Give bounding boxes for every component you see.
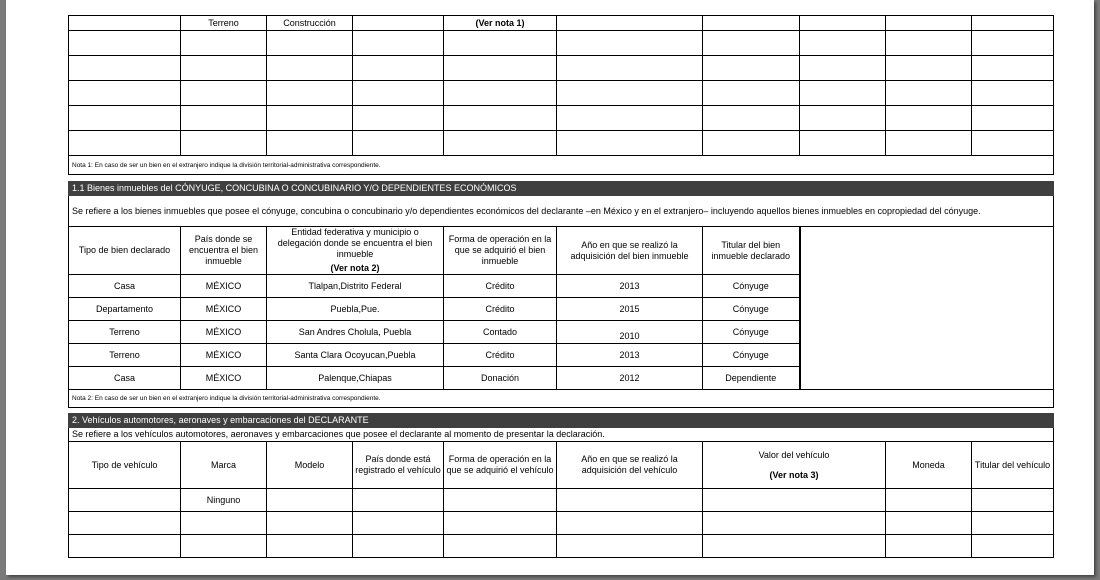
cell-modelo bbox=[267, 489, 353, 512]
table-row bbox=[69, 106, 1054, 131]
header-tipo-vehiculo: Tipo de vehículo bbox=[69, 442, 181, 489]
cell-titular: Dependiente bbox=[703, 367, 800, 390]
cell-pais: MÉXICO bbox=[181, 275, 267, 298]
cell-entidad: Tlalpan,Distrito Federal bbox=[267, 275, 444, 298]
cell-pais bbox=[353, 489, 444, 512]
bienes-inmuebles-conyuge-table bbox=[68, 181, 1054, 408]
section-1-1-title: 1.1 Bienes inmuebles del CÓNYUGE, CONCUBINA O CONCUBINARIO Y/O DEPENDIENTES ECONÓMICOS bbox=[69, 182, 1054, 196]
cell-pais: MÉXICO bbox=[181, 321, 267, 344]
cell-tipo: Casa bbox=[69, 367, 181, 390]
document-page bbox=[6, 0, 1094, 575]
header-cell bbox=[703, 16, 800, 31]
cell-forma: Crédito bbox=[444, 344, 557, 367]
header-ver-nota-2: (Ver nota 2) bbox=[330, 263, 380, 273]
cell-pais: MÉXICO bbox=[181, 344, 267, 367]
cell-anio bbox=[557, 489, 703, 512]
cell-titular bbox=[972, 489, 1054, 512]
header-anio: Año en que se realizó la adquisición del bien inmueble bbox=[557, 227, 703, 275]
header-valor-label: Valor del vehículo bbox=[758, 449, 830, 460]
cell-anio: 2012 bbox=[557, 367, 703, 390]
header-modelo: Modelo bbox=[267, 442, 353, 489]
header-marca: Marca bbox=[181, 442, 267, 489]
cell-entidad: Palenque,Chiapas bbox=[267, 367, 444, 390]
table-row bbox=[69, 56, 1054, 81]
cell-anio: 2013 bbox=[557, 344, 703, 367]
section-2-title: 2. Vehículos automotores, aeronaves y embarcaciones del DECLARANTE bbox=[69, 414, 1054, 428]
cell-tipo: Casa bbox=[69, 275, 181, 298]
header-moneda: Moneda bbox=[886, 442, 972, 489]
note-row bbox=[69, 390, 1054, 408]
bienes-inmuebles-declarante-table bbox=[68, 15, 1054, 175]
cell-pais: MÉXICO bbox=[181, 298, 267, 321]
header-cell bbox=[800, 16, 886, 31]
cell-anio: 2015 bbox=[557, 298, 703, 321]
table-row bbox=[69, 489, 1054, 512]
vehiculos-table bbox=[68, 413, 1054, 558]
header-cell bbox=[886, 16, 972, 31]
table-row bbox=[69, 81, 1054, 106]
header-cell bbox=[353, 16, 444, 31]
section-description-row bbox=[69, 196, 1054, 227]
cell-pais: MÉXICO bbox=[181, 367, 267, 390]
table-header-row bbox=[69, 227, 1054, 275]
header-valor bbox=[703, 442, 886, 489]
cell-forma: Crédito bbox=[444, 275, 557, 298]
header-cell bbox=[972, 16, 1054, 31]
header-entidad bbox=[267, 227, 444, 275]
header-pais-registro: País donde está registrado el vehículo bbox=[353, 442, 444, 489]
header-tipo-bien: Tipo de bien declarado bbox=[69, 227, 181, 275]
cell-anio: 2010 bbox=[557, 321, 703, 344]
header-cell-ver-nota-1: (Ver nota 1) bbox=[444, 16, 557, 31]
cell-tipo: Terreno bbox=[69, 321, 181, 344]
cell-anio: 2013 bbox=[557, 275, 703, 298]
table-row bbox=[69, 535, 1054, 558]
header-cell bbox=[69, 16, 181, 31]
header-forma-operacion: Forma de operación en la que se adquirió el bien inmueble bbox=[444, 227, 557, 275]
cell-forma: Crédito bbox=[444, 298, 557, 321]
section-2-description: Se refiere a los vehículos automotores, aeronaves y embarcaciones que posee el declarante al momento de presentar la declaración. bbox=[69, 428, 1054, 442]
cell-tipo: Departamento bbox=[69, 298, 181, 321]
cell-marca: Ninguno bbox=[181, 489, 267, 512]
cell-forma: Donación bbox=[444, 367, 557, 390]
table-header-row bbox=[69, 16, 1054, 31]
cell-entidad: Puebla,Pue. bbox=[267, 298, 444, 321]
cell-titular: Cónyuge bbox=[703, 321, 800, 344]
header-ver-nota-3: (Ver nota 3) bbox=[769, 469, 819, 480]
cell-valor bbox=[703, 489, 886, 512]
cell-entidad: Santa Clara Ocoyucan,Puebla bbox=[267, 344, 444, 367]
cell-titular: Cónyuge bbox=[703, 275, 800, 298]
table-row bbox=[69, 31, 1054, 56]
cell-tipo bbox=[69, 489, 181, 512]
table-header-row bbox=[69, 442, 1054, 489]
cell-entidad: San Andres Cholula, Puebla bbox=[267, 321, 444, 344]
cell-forma: Contado bbox=[444, 321, 557, 344]
header-cell-terreno: Terreno bbox=[181, 16, 267, 31]
header-anio: Año en que se realizó la adquisición del vehículo bbox=[557, 442, 703, 489]
cell-moneda bbox=[886, 489, 972, 512]
nota-1: Nota 1: En caso de ser un bien en el extranjero indique la división territorial-administrativa correspondiente. bbox=[69, 156, 1054, 175]
note-row bbox=[69, 156, 1054, 175]
header-entidad-label: Entidad federativa y municipio o delegación donde se encuentra el bien inmueble bbox=[277, 227, 433, 259]
section-1-1-description: Se refiere a los bienes inmuebles que posee el cónyuge, concubina o concubinario y/o dependientes económicos del declarante –en México y en el extranjero– incluyendo aquellos bienes inmuebles en copropiedad del cónyuge. bbox=[69, 196, 1054, 227]
cell-forma bbox=[444, 489, 557, 512]
cell-titular: Cónyuge bbox=[703, 298, 800, 321]
header-titular: Titular del bien inmueble declarado bbox=[703, 227, 800, 275]
header-cell bbox=[557, 16, 703, 31]
section-description-row bbox=[69, 428, 1054, 442]
section-title-row bbox=[69, 414, 1054, 428]
empty-side-cell bbox=[800, 227, 1054, 390]
header-cell-construccion: Construcción bbox=[267, 16, 353, 31]
header-pais: País donde se encuentra el bien inmueble bbox=[181, 227, 267, 275]
table-row bbox=[69, 512, 1054, 535]
header-forma-operacion: Forma de operación en la que se adquirió el vehículo bbox=[444, 442, 557, 489]
section-title-row bbox=[69, 182, 1054, 196]
cell-tipo: Terreno bbox=[69, 344, 181, 367]
table-row bbox=[69, 131, 1054, 156]
cell-titular: Cónyuge bbox=[703, 344, 800, 367]
nota-2: Nota 2: En caso de ser un bien en el extranjero indique la división territorial-administrativa correspondiente. bbox=[69, 390, 1054, 408]
header-titular-vehiculo: Titular del vehículo bbox=[972, 442, 1054, 489]
